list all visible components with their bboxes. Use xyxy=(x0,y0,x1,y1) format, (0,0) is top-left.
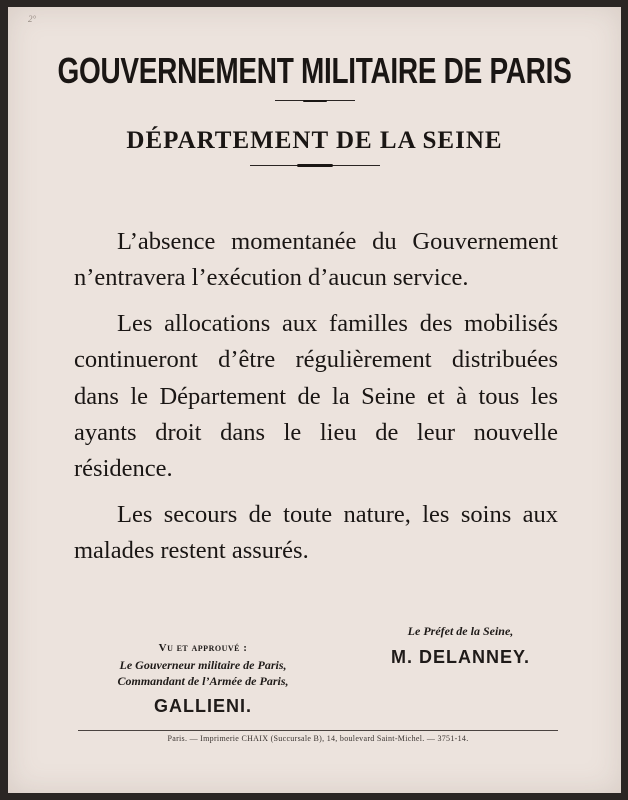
governor-name: GALLIENI. xyxy=(154,695,252,716)
prefect-signature-block xyxy=(353,624,568,668)
poster-sheet xyxy=(8,7,621,793)
subtitle-divider xyxy=(250,165,380,166)
governor-signature-block xyxy=(78,640,328,714)
title-divider xyxy=(275,100,355,101)
prefect-role: Le Préfet de la Seine, xyxy=(407,624,514,638)
paragraph-1: L’absence momentanée du Gouvernement n’entravera l’exécution d’aucun service. xyxy=(74,228,558,292)
printer-footer: Paris. — Imprimerie CHAIX (Succursale B), 14, boulevard Saint-Michel. — 3751-14. xyxy=(167,734,469,743)
governor-title-line-1: Le Gouverneur militaire de Paris, xyxy=(119,657,287,672)
governor-title-line-2: Commandant de l’Armée de Paris, xyxy=(117,674,289,688)
paragraph-2: Les allocations aux familles des mobilisés continueront d’être régulièrement distribuées dans le Département de la Seine et à tous les ayants droit dans le lieu de leur nouvelle résidence. xyxy=(74,309,558,483)
corner-mark: 2° xyxy=(28,14,37,24)
poster-title: GOUVERNEMENT MILITAIRE DE PARIS xyxy=(57,51,572,91)
proclamation-body xyxy=(74,224,558,579)
paragraph-3: Les secours de toute nature, les soins aux malades restent assurés. xyxy=(74,500,558,565)
footer-divider xyxy=(78,730,558,731)
approval-label: Vu et approuvé : xyxy=(158,642,248,654)
prefect-name: M. DELANNEY. xyxy=(390,647,530,667)
poster-subtitle: DÉPARTEMENT DE LA SEINE xyxy=(126,127,503,154)
